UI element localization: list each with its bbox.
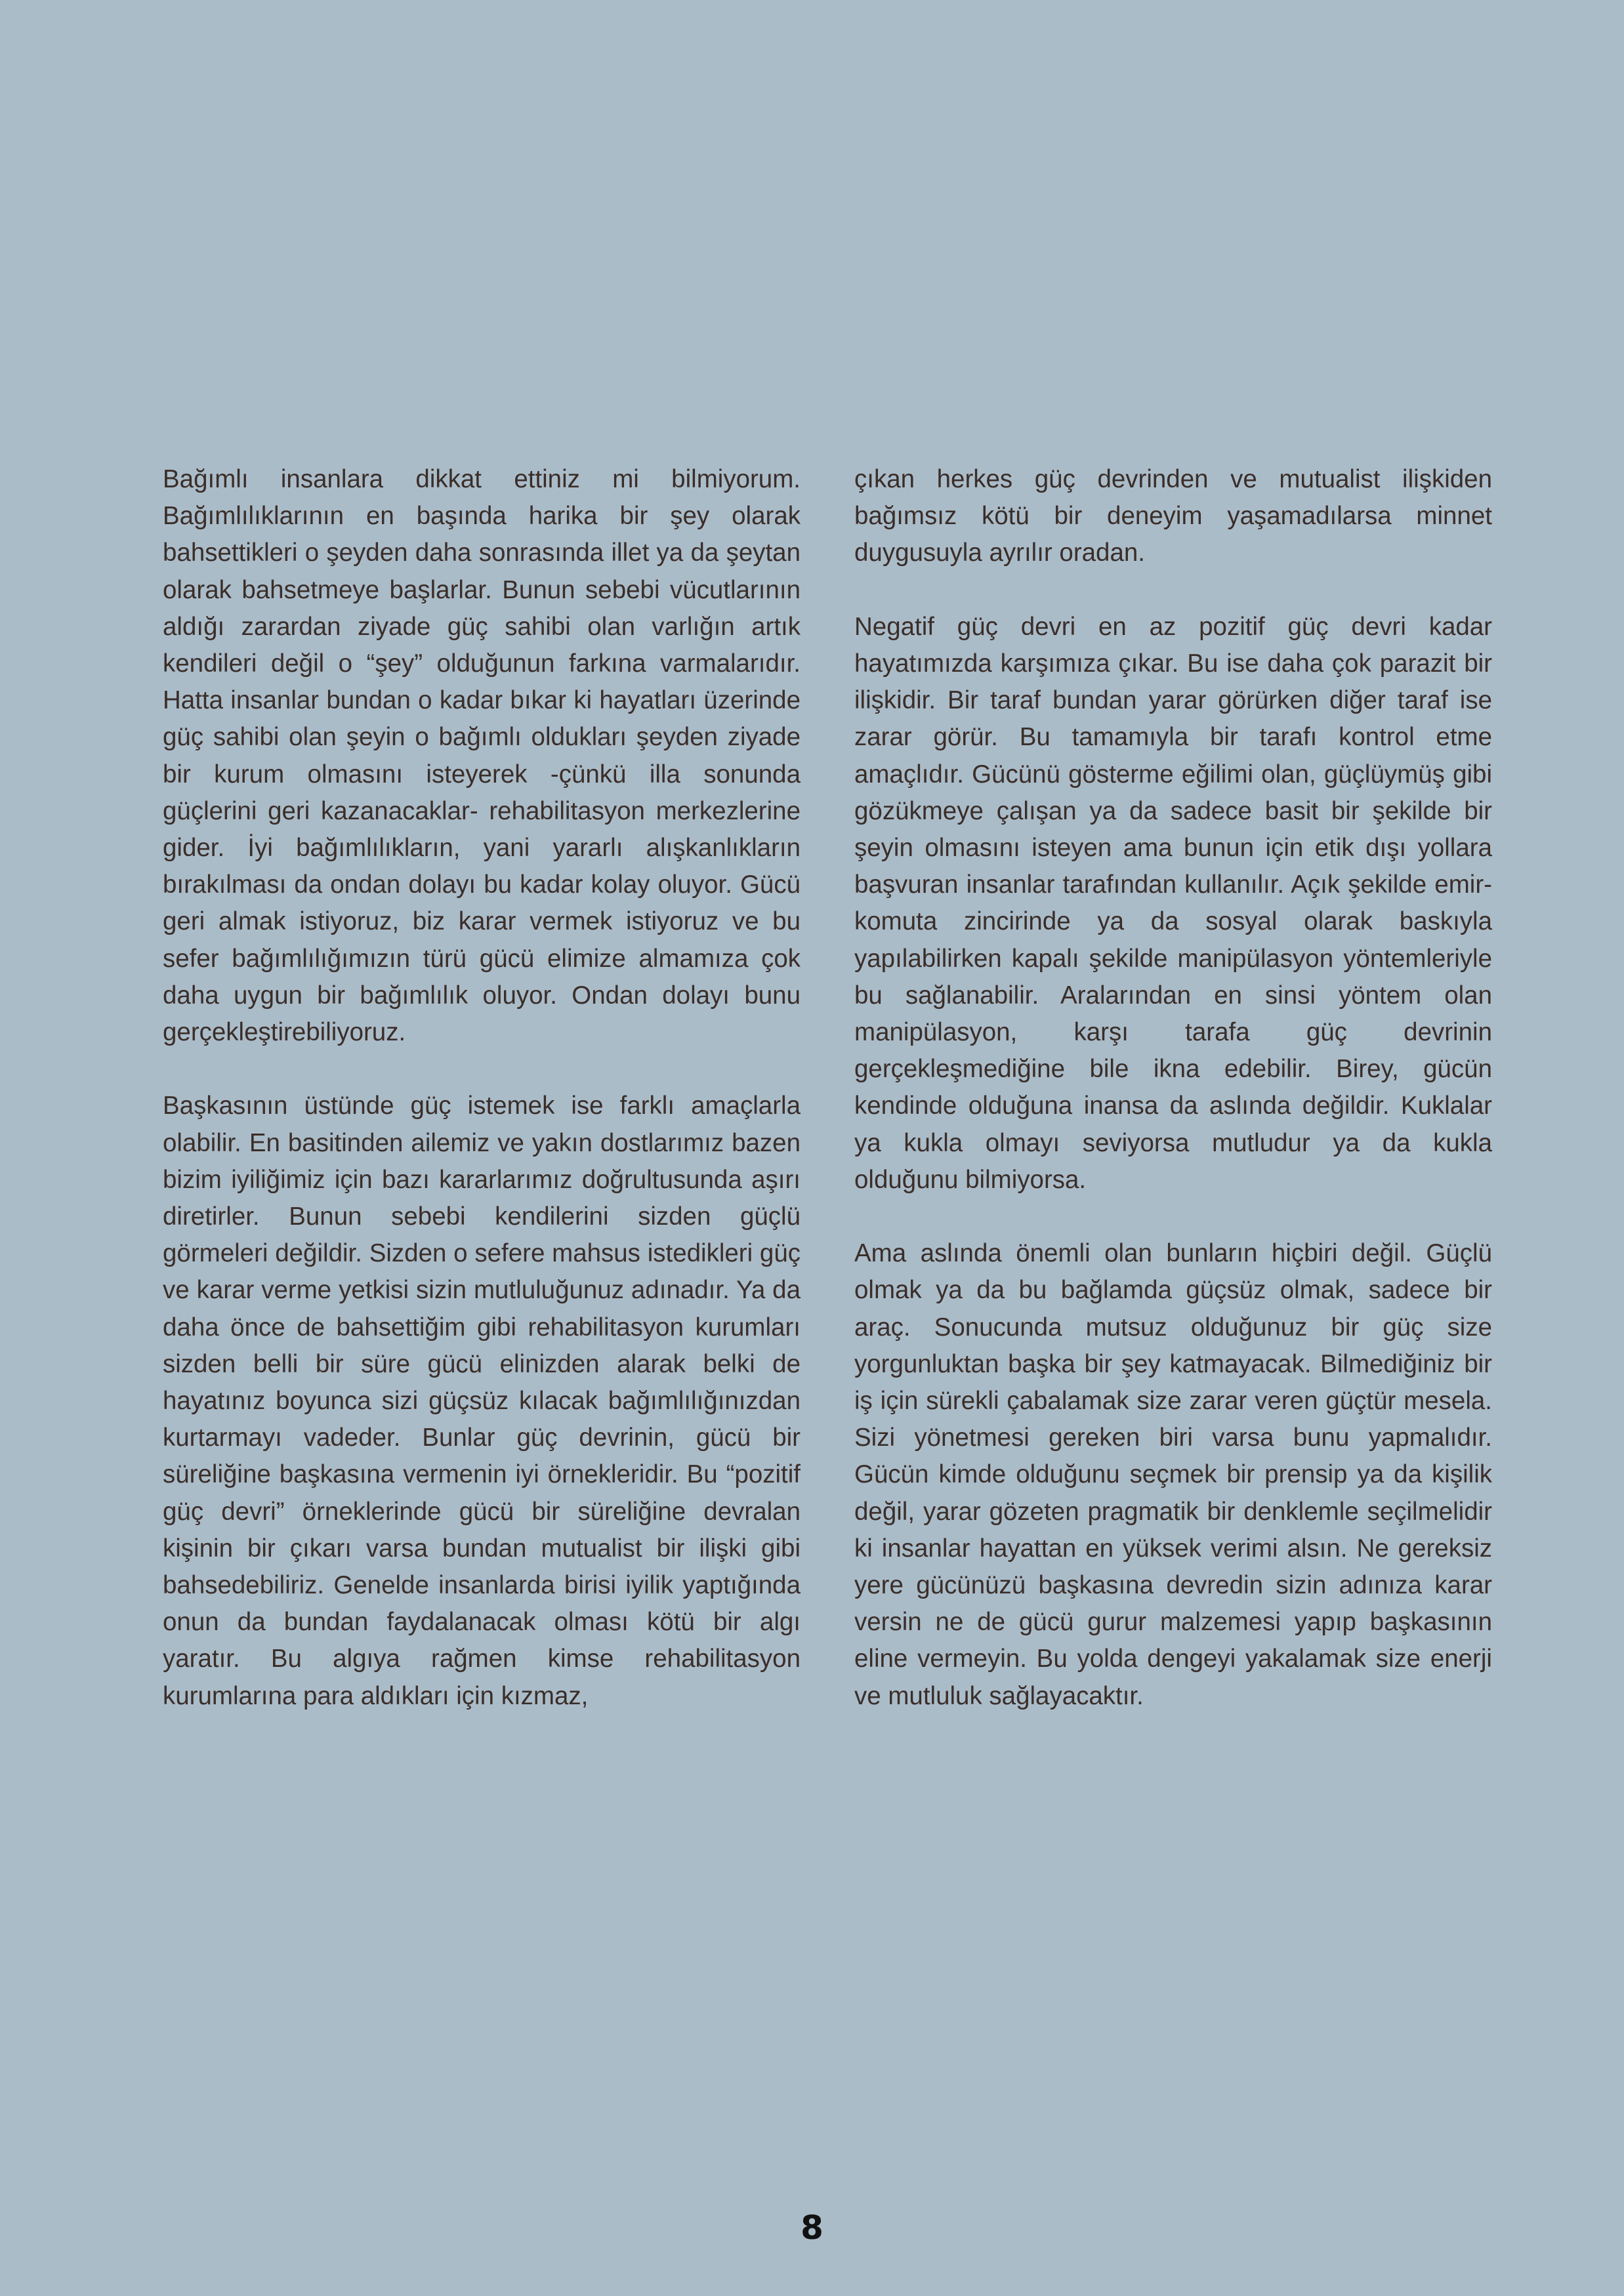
paragraph: Ama aslında önemli olan bunların hiçbiri değil. Güçlü olmak ya da bu bağlamda güçsüz olmak, sadece bir araç. Sonucunda mutsuz olduğunuz bir güç size yorgunluktan başka bir şey katmayacak. Bilmediğiniz bir iş için sürekli çabalamak size zarar veren güçtür mesela. Sizi yönetmesi gereken biri varsa bunu yapmalıdır. Gücün kimde olduğunu seçmek bir prensip ya da kişilik değil, yarar gözeten pragmatik bir denklemle seçilmelidir ki insanlar hayattan en yüksek verimi alsın. Ne gereksiz yere gücünüzü başkasına devredin sizin adınıza karar versin ne de gücü gurur malzemesi yapıp başkasının eline vermeyin. Bu yolda dengeyi yakalamak size enerji ve mutluluk sağlayacaktır. (854, 1239, 1492, 1710)
paragraph: Bağımlı insanlara dikkat ettiniz mi bilmiyorum. Bağımlılıklarının en başında harika bir şey olarak bahsettikleri o şeyden daha sonrasında illet ya da şeytan olarak bahsetmeye başlarlar. Bunun sebebi vücutlarının aldığı zarardan ziyade güç sahibi olan varlığın artık kendileri değil o “şey” olduğunun farkına varmalarıdır. Hatta insanlar bundan o kadar bıkar ki hayatları üzerinde güç sahibi olan şeyin o bağımlı oldukları şeyden ziyade bir kurum olmasını isteyerek -çünkü illa sonunda güçlerini geri kazanacaklar- rehabilitasyon merkezlerine gider. İyi bağımlılıkların, yani yararlı alışkanlıkların bırakılması da ondan dolayı bu kadar kolay oluyor. Gücü geri almak istiyoruz, biz karar vermek istiyoruz ve bu sefer bağımlılığımızın türü gücü elimize almamıza çok daha uygun bir bağımlılık oluyor. Ondan dolayı bunu gerçekleştirebiliyoruz. (163, 465, 801, 1047)
page-number: 8 (801, 2209, 823, 2247)
left-column (163, 461, 801, 1715)
paragraph: çıkan herkes güç devrinden ve mutualist ilişkiden bağımsız kötü bir deneyim yaşamadılarsa minnet duygusuyla ayrılır oradan. (854, 465, 1492, 567)
right-column (854, 461, 1492, 1715)
paragraph: Başkasının üstünde güç istemek ise farklı amaçlarla olabilir. En basitinden ailemiz ve yakın dostlarımız bazen bizim iyiliğimiz için bazı kararlarımız doğrultusunda aşırı diretirler. Bunun sebebi kendilerini sizden güçlü görmeleri değildir. Sizden o sefere mahsus istedikleri güç ve karar verme yetkisi sizin mutluluğunuz adınadır. Ya da daha önce de bahsettiğim gibi rehabilitasyon kurumları sizden belli bir süre gücü elinizden alarak belki de hayatınız boyunca sizi güçsüz kılacak bağımlılığınızdan kurtarmayı vadeder. Bunlar güç devrinin, gücü bir süreliğine başkasına vermenin iyi örnekleridir. Bu “pozitif güç devri” örneklerinde gücü bir süreliğine devralan kişinin bir çıkarı varsa bundan mutualist bir ilişki gibi bahsedebiliriz. Genelde insanlarda birisi iyilik yaptığında onun da bundan faydalanacak olması kötü bir algı yaratır. Bu algıya rağmen kimse rehabilitasyon kurumlarına para aldıkları için kızmaz, (163, 1092, 801, 1710)
paragraph: Negatif güç devri en az pozitif güç devri kadar hayatımızda karşımıza çıkar. Bu ise daha çok parazit bir ilişkidir. Bir taraf bundan yarar görürken diğer taraf ise zarar görür. Bu tamamıyla bir tarafı kontrol etme amaçlıdır. Gücünü gösterme eğilimi olan, güçlüymüş gibi gözükmeye çalışan ya da sadece basit bir şekilde bir şeyin olmasını isteyen ama bunun için etik dışı yollara başvuran insanlar tarafından kullanılır. Açık şekilde emir-komuta zincirinde ya da sosyal olarak baskıyla yapılabilirken kapalı şekilde manipülasyon yöntemleriyle bu sağlanabilir. Aralarından en sinsi yöntem olan manipülasyon, karşı tarafa güç devrinin gerçekleşmediğine bile ikna edebilir. Birey, gücün kendinde olduğuna inansa da aslında değildir. Kuklalar ya kukla olmayı seviyorsa mutludur ya da kukla olduğunu bilmiyorsa. (854, 612, 1492, 1194)
